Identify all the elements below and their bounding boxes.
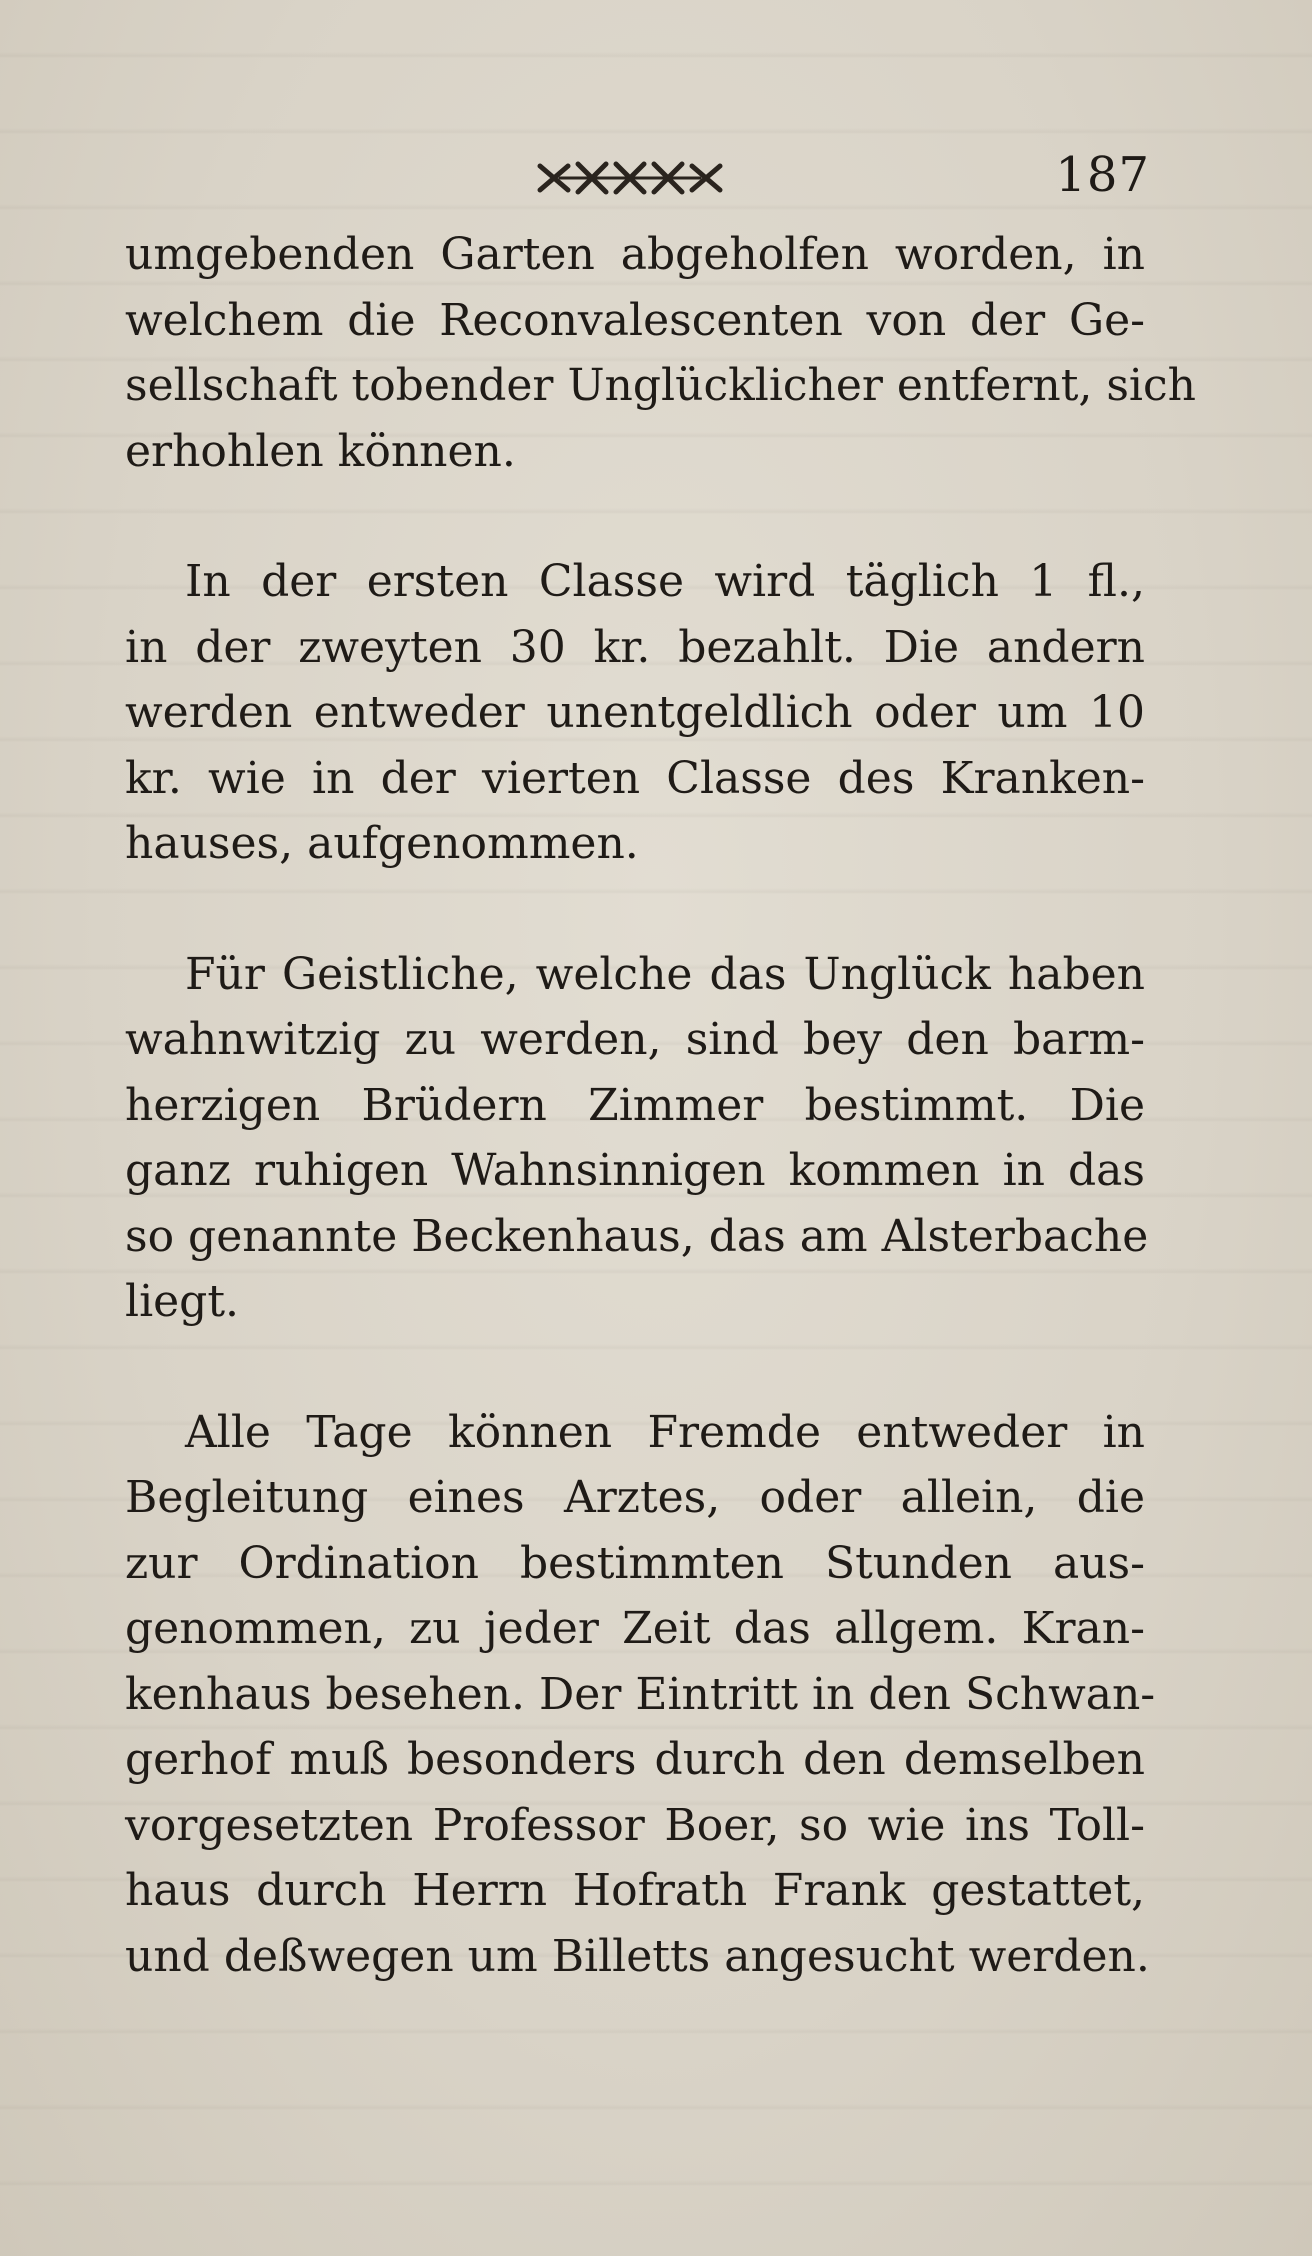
page-number: 187 [1055, 147, 1150, 203]
text-line: hauses, aufgenommen. [125, 818, 639, 869]
text-line: erhohlen können. [125, 425, 516, 477]
text-line: wahnwitzig zu werden, sind bey den barm- [125, 1014, 1145, 1065]
text-line: herzigen Brüdern Zimmer bestimmt. Die [125, 1079, 1145, 1131]
text-line: sellschaft tobender Unglücklicher entfernt, sich [125, 360, 1196, 411]
text-line: kenhaus besehen. Der Eintritt in den Schwan- [125, 1668, 1156, 1720]
paragraph [125, 549, 1145, 877]
body-text [125, 222, 1196, 1989]
paragraph [125, 1400, 1156, 1990]
text-line: haus durch Herrn Hofrath Frank gestattet, [125, 1865, 1145, 1916]
ornament-icon [530, 148, 730, 208]
text-line: Alle Tage können Fremde entweder in [185, 1406, 1145, 1458]
text-line: und deßwegen um Billetts angesucht werden. [125, 1930, 1150, 1982]
paragraph [125, 942, 1149, 1335]
page-header [120, 140, 1150, 210]
text-line: Für Geistliche, welche das Unglück haben [185, 948, 1145, 1000]
text-line: so genannte Beckenhaus, das am Alsterbache [125, 1210, 1149, 1262]
paragraph [125, 222, 1196, 484]
text-line: In der ersten Classe wird täglich 1 fl., [185, 556, 1145, 607]
text-line: Begleitung eines Arztes, oder allein, die [125, 1472, 1145, 1523]
text-line: werden entweder unentgeldlich oder um 10 [125, 687, 1145, 738]
text-line: gerhof muß besonders durch den demselben [125, 1734, 1145, 1785]
text-line: ganz ruhigen Wahnsinnigen kommen in das [125, 1145, 1145, 1196]
text-line: in der zweyten 30 kr. bezahlt. Die andern [125, 621, 1145, 673]
text-line: umgebenden Garten abgeholfen worden, in [125, 229, 1145, 280]
text-line: liegt. [125, 1276, 240, 1327]
text-line: genommen, zu jeder Zeit das allgem. Kran- [125, 1603, 1145, 1654]
text-line: kr. wie in der vierten Classe des Kranken- [125, 752, 1145, 804]
text-line: vorgesetzten Professor Boer, so wie ins Toll- [125, 1799, 1145, 1851]
text-line: welchem die Reconvalescenten von der Ge- [125, 294, 1145, 346]
text-line: zur Ordination bestimmten Stunden aus- [125, 1537, 1145, 1589]
